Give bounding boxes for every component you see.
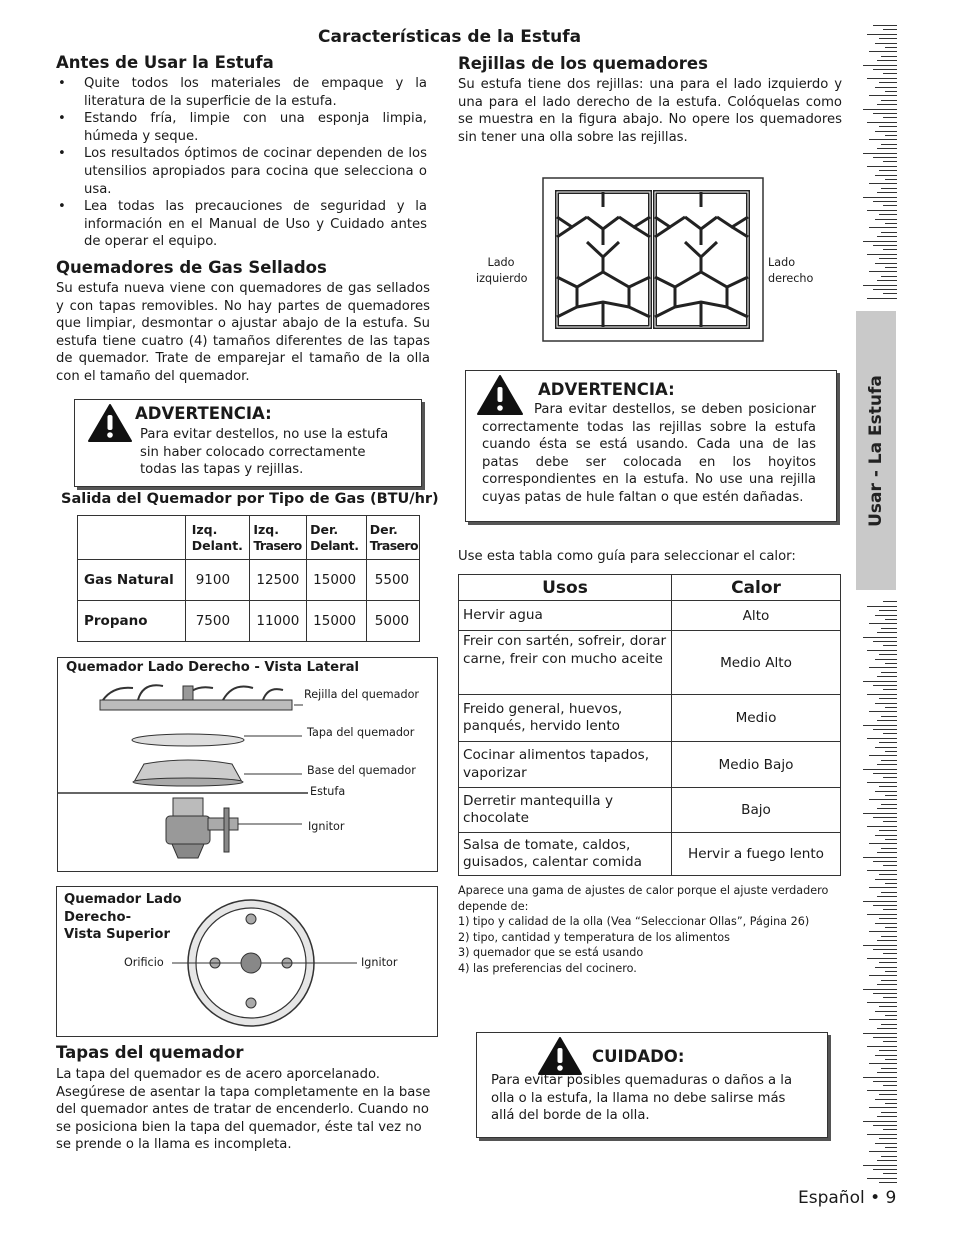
ruler-tick	[863, 1033, 897, 1034]
ruler-tick	[869, 887, 897, 888]
ruler-tick	[869, 975, 897, 976]
ruler-tick	[877, 1160, 897, 1161]
warning-triangle-icon	[87, 403, 133, 443]
ruler-tick	[875, 219, 897, 220]
ruler-tick	[867, 34, 897, 35]
ruler-tick	[863, 901, 897, 902]
calor-note: Aparece una gama de ajustes de calor porque el ajuste verdadero depende de:	[458, 884, 829, 913]
warning-title: ADVERTENCIA:	[538, 380, 675, 399]
ruler-tick	[875, 791, 897, 792]
ruler-tick	[873, 289, 897, 290]
btu-header: Delant.	[310, 537, 359, 553]
ruler-tick	[879, 1006, 897, 1007]
btu-row-label: Propano	[78, 601, 186, 642]
ruler-tick	[867, 914, 897, 915]
ruler-tick	[879, 830, 897, 831]
ruler-tick	[877, 236, 897, 237]
antes-item: • Estando fría, limpie con una esponja limpia, húmeda y seque.	[56, 110, 427, 145]
calor-notes	[458, 883, 842, 976]
ruler-tick	[877, 60, 897, 61]
ruler-tick	[885, 707, 897, 708]
ruler-tick	[863, 197, 897, 198]
calor-header-usos: Usos	[459, 575, 672, 601]
btu-cell: 12500	[250, 560, 307, 601]
ruler-tick	[873, 1037, 897, 1038]
page-footer: Español • 9	[798, 1188, 897, 1208]
ruler-tick	[869, 1019, 897, 1020]
ruler-tick	[881, 1156, 897, 1157]
ruler-tick	[881, 672, 897, 673]
top-view-title: Derecho-	[64, 909, 132, 925]
ruler-tick	[881, 760, 897, 761]
label-rejilla: Rejilla del quemador	[304, 688, 420, 701]
ruler-tick	[885, 47, 897, 48]
ruler-tick	[879, 962, 897, 963]
ruler-tick	[877, 896, 897, 897]
warning-box-left	[74, 399, 422, 487]
ruler-tick	[873, 25, 897, 26]
lado-derecho-label: Lado	[768, 256, 796, 269]
ruler-tick	[885, 1103, 897, 1104]
ruler-tick	[875, 659, 897, 660]
btu-header: Trasero	[253, 537, 302, 553]
ruler-tick	[867, 1002, 897, 1003]
ruler-tick	[885, 135, 897, 136]
ruler-tick	[873, 729, 897, 730]
calor-nivel: Alto	[672, 601, 841, 631]
caution-text: Para evitar posibles quemaduras o daños a la olla o la estufa, la llama no debe salirse más allá del borde de la olla.	[491, 1073, 793, 1124]
ruler-tick	[867, 958, 897, 959]
label-tapa: Tapa del quemador	[307, 726, 415, 739]
ruler-tick	[873, 817, 897, 818]
ruler-tick	[873, 1125, 897, 1126]
ruler-tick	[875, 923, 897, 924]
btu-header: Trasero	[369, 537, 418, 553]
ruler-tick	[883, 1173, 897, 1174]
ruler-tick	[877, 280, 897, 281]
ruler-tick	[879, 1094, 897, 1095]
ruler-tick	[867, 870, 897, 871]
ruler-tick	[873, 113, 897, 114]
antes-heading: Antes de Usar la Estufa	[56, 53, 274, 72]
ruler-tick	[863, 945, 897, 946]
ruler-tick	[883, 909, 897, 910]
antes-list	[56, 75, 427, 251]
calor-table	[458, 574, 841, 876]
ruler-tick	[885, 839, 897, 840]
ruler-tick	[867, 1090, 897, 1091]
ruler-tick	[877, 764, 897, 765]
ruler-tick	[885, 179, 897, 180]
ruler-tick	[875, 879, 897, 880]
ruler-tick	[879, 258, 897, 259]
btu-cell: 15000	[307, 601, 367, 642]
quemadores-text: Su estufa nueva viene con quemadores de gas sellados y con tapas removibles. No hay partes de quemadores que limpiar, desmontar o ajustar abajo de la estufa. Su estufa tiene cuatro (4) tamaños diferentes de las tapas de quemador. Trate de emparejar el tamaño de la olla con el tamaño del quemador.	[56, 281, 430, 384]
ruler-tick	[873, 773, 897, 774]
ruler-tick	[869, 931, 897, 932]
ruler-tick	[883, 997, 897, 998]
ruler-tick	[879, 654, 897, 655]
ruler-tick	[873, 685, 897, 686]
ruler-tick	[877, 940, 897, 941]
btu-header: Izq.	[191, 521, 218, 537]
ruler-tick	[883, 1041, 897, 1042]
ruler-tick	[881, 188, 897, 189]
ruler-tick	[863, 989, 897, 990]
ruler-tick	[881, 804, 897, 805]
ruler-tick	[881, 936, 897, 937]
ruler-tick	[885, 267, 897, 268]
ruler-tick	[879, 1050, 897, 1051]
ruler-tick	[879, 82, 897, 83]
btu-cell: 15000	[307, 560, 367, 601]
ruler-tick	[873, 949, 897, 950]
ruler-tick	[881, 100, 897, 101]
caution-title: CUIDADO:	[592, 1047, 685, 1066]
ruler-tick	[879, 126, 897, 127]
lado-izquierdo-label: izquierdo	[476, 272, 528, 285]
ruler-tick	[883, 953, 897, 954]
quemadores-heading: Quemadores de Gas Sellados	[56, 258, 327, 277]
ruler-tick	[879, 1138, 897, 1139]
ruler-tick	[877, 1072, 897, 1073]
calor-header-calor: Calor	[672, 575, 841, 601]
ruler-tick	[883, 1085, 897, 1086]
ruler-tick	[863, 1165, 897, 1166]
btu-cell: 9100	[185, 560, 250, 601]
btu-header: Der.	[310, 521, 339, 537]
ruler-tick	[883, 249, 897, 250]
ruler-tick	[883, 293, 897, 294]
ruler-tick	[885, 91, 897, 92]
ruler-tick	[877, 192, 897, 193]
calor-intro: Use esta tabla como guía para seleccionar el calor:	[458, 549, 796, 564]
ruler-tick	[873, 157, 897, 158]
ruler-tick	[879, 742, 897, 743]
ruler-tick	[873, 245, 897, 246]
ruler-tick	[879, 170, 897, 171]
ruler-tick	[863, 681, 897, 682]
ruler-tick	[863, 725, 897, 726]
ruler-tick	[875, 835, 897, 836]
ruler-tick	[879, 38, 897, 39]
ruler-tick	[867, 1134, 897, 1135]
ruler-tick	[867, 738, 897, 739]
ruler-tick	[869, 95, 897, 96]
calor-nivel: Bajo	[672, 788, 841, 833]
ruler-tick	[869, 1151, 897, 1152]
ruler-tick	[877, 676, 897, 677]
ruler-tick	[867, 1178, 897, 1179]
calor-uso: Freir con sartén, sofreir, dorar carne, freir con mucho aceite	[459, 631, 672, 695]
btu-header: Delant.	[191, 537, 243, 553]
ruler-tick	[875, 1099, 897, 1100]
ruler-tick	[869, 227, 897, 228]
lado-izquierdo-label: Lado	[487, 256, 515, 269]
calor-note: 2) tipo, cantidad y temperatura de los alimentos	[458, 930, 730, 944]
calor-uso: Derretir mantequilla y chocolate	[459, 788, 672, 833]
ruler-tick	[877, 1116, 897, 1117]
label-orificio: Orificio	[124, 956, 164, 969]
btu-cell: 5000	[366, 601, 419, 642]
ruler-tick	[881, 1068, 897, 1069]
btu-header: Izq.	[253, 521, 279, 537]
ruler-tick	[869, 139, 897, 140]
antes-item: • Quite todos los materiales de empaque y la literatura de la superficie de la estufa.	[56, 75, 427, 110]
ruler-tick	[863, 1121, 897, 1122]
ruler-tick	[869, 711, 897, 712]
warning-triangle-icon	[537, 1036, 583, 1076]
top-view-figure	[56, 886, 438, 1037]
ruler-tick	[863, 769, 897, 770]
ruler-tick	[883, 865, 897, 866]
ruler-tick	[883, 733, 897, 734]
ruler-tick	[883, 689, 897, 690]
ruler-tick	[885, 619, 897, 620]
ruler-tick	[863, 637, 897, 638]
ruler-tick	[867, 826, 897, 827]
btu-table-title: Salida del Quemador por Tipo de Gas (BTU/hr)	[61, 491, 439, 507]
calor-nivel: Hervir a fuego lento	[672, 833, 841, 876]
ruler-tick	[885, 1059, 897, 1060]
ruler-tick	[885, 883, 897, 884]
ruler-tick	[879, 874, 897, 875]
edge-ruler	[855, 25, 897, 1185]
ruler-tick	[875, 263, 897, 264]
ruler-tick	[877, 148, 897, 149]
ruler-tick	[881, 892, 897, 893]
antes-item: • Lea todas las precauciones de seguridad y la información en el Manual de Uso y Cuidado antes de operar el equipo.	[56, 198, 427, 251]
ruler-tick	[877, 1028, 897, 1029]
ruler-tick	[883, 117, 897, 118]
ruler-tick	[885, 663, 897, 664]
ruler-tick	[873, 69, 897, 70]
calor-uso: Freido general, huevos, panqués, hervido lento	[459, 695, 672, 742]
label-base: Base del quemador	[307, 764, 416, 777]
ruler-tick	[869, 183, 897, 184]
ruler-tick	[885, 1147, 897, 1148]
calor-note: 3) quemador que se está usando	[458, 946, 644, 959]
warning-text: Para evitar destellos, se deben posicionar correctamente todas las rejillas sobre la estufa cuando ésta se está usando. Cada una de las patas debe ser colocada en los hoyitos correspondientes en la estufa. No use una rejilla cuyas patas de hule faltan o que estén dañadas.	[482, 402, 816, 505]
ruler-tick	[869, 843, 897, 844]
ruler-tick	[875, 747, 897, 748]
ruler-tick	[863, 153, 897, 154]
calor-uso: Salsa de tomate, caldos, guisados, calentar comida	[459, 833, 672, 876]
ruler-tick	[869, 1107, 897, 1108]
label-ignitor-top: Ignitor	[361, 956, 398, 969]
ruler-tick	[863, 285, 897, 286]
ruler-tick	[867, 694, 897, 695]
ruler-tick	[881, 276, 897, 277]
ruler-tick	[885, 1015, 897, 1016]
ruler-tick	[873, 1081, 897, 1082]
ruler-tick	[881, 144, 897, 145]
ruler-tick	[885, 971, 897, 972]
top-view-title: Vista Superior	[64, 927, 170, 942]
ruler-tick	[867, 782, 897, 783]
btu-row-label: Gas Natural	[78, 560, 186, 601]
ruler-tick	[875, 703, 897, 704]
calor-nivel: Medio	[672, 695, 841, 742]
ruler-tick	[879, 918, 897, 919]
ruler-tick	[885, 751, 897, 752]
ruler-tick	[875, 1011, 897, 1012]
btu-table	[77, 515, 420, 642]
ruler-tick	[867, 78, 897, 79]
ruler-tick	[881, 628, 897, 629]
calor-note: 1) tipo y calidad de la olla (Vea “Seleccionar Ollas”, Página 26)	[458, 915, 810, 928]
ruler-tick	[875, 967, 897, 968]
ruler-tick	[881, 980, 897, 981]
ruler-tick	[863, 813, 897, 814]
ruler-tick	[877, 632, 897, 633]
ruler-tick	[877, 852, 897, 853]
btu-header: Der.	[369, 521, 398, 537]
ruler-tick	[881, 56, 897, 57]
ruler-tick	[875, 1143, 897, 1144]
ruler-tick	[867, 298, 897, 299]
ruler-tick	[873, 905, 897, 906]
ruler-tick	[883, 161, 897, 162]
ruler-tick	[881, 232, 897, 233]
ruler-tick	[873, 201, 897, 202]
ruler-tick	[867, 650, 897, 651]
ruler-tick	[879, 610, 897, 611]
ruler-tick	[885, 927, 897, 928]
ruler-tick	[875, 43, 897, 44]
ruler-tick	[879, 214, 897, 215]
lado-derecho-label: derecho	[768, 272, 814, 285]
label-ignitor: Ignitor	[308, 820, 345, 833]
warning-box-right	[465, 370, 837, 522]
ruler-tick	[863, 241, 897, 242]
ruler-tick	[885, 795, 897, 796]
ruler-tick	[875, 175, 897, 176]
ruler-tick	[873, 1169, 897, 1170]
ruler-tick	[867, 122, 897, 123]
top-view-title: Quemador Lado	[64, 892, 182, 907]
ruler-tick	[883, 821, 897, 822]
ruler-tick	[879, 786, 897, 787]
ruler-tick	[875, 615, 897, 616]
calor-uso: Hervir agua	[459, 601, 672, 631]
ruler-tick	[879, 1182, 897, 1183]
ruler-tick	[881, 1024, 897, 1025]
ruler-tick	[875, 87, 897, 88]
caution-box	[476, 1032, 828, 1138]
ruler-tick	[875, 1055, 897, 1056]
ruler-tick	[869, 799, 897, 800]
ruler-tick	[883, 777, 897, 778]
ruler-tick	[881, 848, 897, 849]
ruler-tick	[867, 1046, 897, 1047]
ruler-tick	[869, 623, 897, 624]
warning-text: Para evitar destellos, no use la estufa sin haber colocado correctamente todas las tapas y rejillas.	[140, 427, 389, 478]
ruler-tick	[873, 993, 897, 994]
calor-nivel: Medio Bajo	[672, 742, 841, 788]
side-view-figure	[57, 657, 438, 872]
ruler-tick	[863, 65, 897, 66]
ruler-tick	[881, 716, 897, 717]
ruler-tick	[867, 210, 897, 211]
page-title: Características de la Estufa	[318, 27, 582, 47]
ruler-tick	[873, 861, 897, 862]
ruler-tick	[873, 641, 897, 642]
rejillas-heading: Rejillas de los quemadores	[458, 54, 708, 73]
btu-cell: 5500	[366, 560, 419, 601]
ruler-tick	[877, 104, 897, 105]
ruler-tick	[875, 131, 897, 132]
ruler-tick	[869, 1063, 897, 1064]
antes-item: • Los resultados óptimos de cocinar dependen de los utensilios apropiados para cocina que selecciona o usa.	[56, 145, 427, 198]
ruler-tick	[883, 645, 897, 646]
ruler-tick	[883, 205, 897, 206]
grates-illustration	[542, 177, 765, 343]
ruler-tick	[869, 271, 897, 272]
ruler-tick	[877, 808, 897, 809]
label-estufa: Estufa	[310, 785, 346, 798]
ruler-tick	[879, 698, 897, 699]
ruler-tick	[867, 606, 897, 607]
rejillas-text: Su estufa tiene dos rejillas: una para el lado izquierdo y una para el lado derecho de la estufa. Colóquelas como se muestra en la figura abajo. No opere los quemadores sin tener una olla sobre las rejillas.	[458, 77, 842, 145]
ruler-tick	[867, 254, 897, 255]
ruler-tick	[869, 51, 897, 52]
ruler-tick	[881, 1112, 897, 1113]
ruler-tick	[877, 720, 897, 721]
ruler-tick	[883, 73, 897, 74]
ruler-tick	[883, 29, 897, 30]
tapas-text: La tapa del quemador es de acero aporcelanado. Asegúrese de asentar la tapa completamente en la base del quemador antes de tratar de encenderlo. Cuando no se posiciona bien la tapa del quemador, éste tal vez no se prende o la llama es incompleta.	[56, 1067, 431, 1153]
warning-title: ADVERTENCIA:	[135, 404, 272, 423]
ruler-tick	[867, 166, 897, 167]
ruler-tick	[869, 755, 897, 756]
ruler-tick	[863, 857, 897, 858]
btu-cell: 11000	[250, 601, 307, 642]
tapas-heading: Tapas del quemador	[56, 1043, 244, 1062]
ruler-tick	[863, 109, 897, 110]
calor-nivel: Medio Alto	[672, 631, 841, 695]
side-tab-label: Usar - La Estufa	[866, 374, 886, 527]
side-view-title: Quemador Lado Derecho - Vista Lateral	[66, 660, 360, 675]
calor-note: 4) las preferencias del cocinero.	[458, 961, 637, 975]
btu-cell: 7500	[185, 601, 250, 642]
ruler-tick	[877, 984, 897, 985]
ruler-tick	[883, 601, 897, 602]
ruler-tick	[883, 1129, 897, 1130]
ruler-tick	[863, 1077, 897, 1078]
ruler-tick	[869, 667, 897, 668]
calor-uso: Cocinar alimentos tapados, vaporizar	[459, 742, 672, 788]
ruler-tick	[885, 223, 897, 224]
